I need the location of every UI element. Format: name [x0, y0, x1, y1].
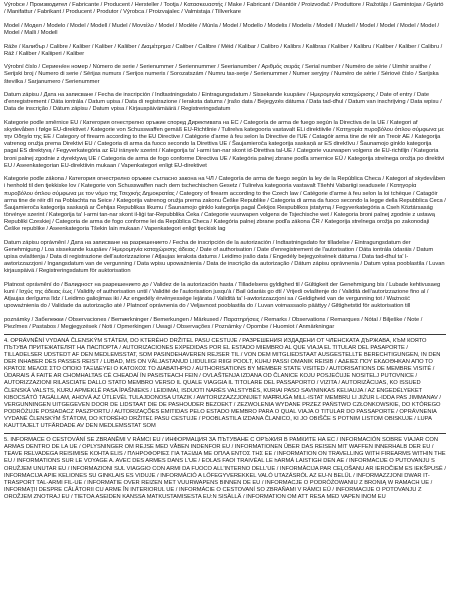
remarks-field: poznámky / Забележки / Observaciones / Bemærkninger / Bemerkungen / Märkused / Παρατηρήσεις / Remarks / Observations / Remarques / Nótaí / Bilješke / Note / Piezīmes / Pastabos / Megjegyzések / Noti / Opmerkingen / Uwagi / Observações / Poznámky / Opombe / Huomiot / Anmärkningar: [4, 316, 423, 330]
serial-number-field: Výrobní číslo / Сериен/ен номер / Número de serie / Serienummer / Seriennummer / Seerianumber / Αριθμός σειράς / Serial number / Numéro de série / Uimhir sraithe / Serijski broj / Numero di serie / Sērijas numurs / Serijos numeris / Sorozatszám / Numru tas-serje / Serienummer / Numer seryjny / Numéro de série / Sériové číslo / Sarijska številka / Sarjanumero / Serienummer: [4, 64, 439, 85]
authorisation-validity-field: Platnost oprávnění do / Валидност на разрешението до / Validez de la autorización hasta / Tilladelsens gyldighed til / Gültigkeit der Genehmigung bis / Lubade kehtivusaeg kuni / Ισχύς της άδειας έως / Validity of authorisation until / Validité de l'autorisation jusqu'à / Bail údaráis go dtí / Vrijedi ovlaštenje do / Validità dell'autorizzazione fino al / Atļaujas derīgums līdz / Leidimo galiojimas iki / Az engedély érvényessége lejárata / Validità ta' l-awtorizzazzjoni sa / Geldigheid van de vergunning tot / Ważność upoważnienia do / Validade da autorização até / Platnosť oprávnenia do / Veljavnost pooblastila do / Luvan voimassaolo päättyy / Giltighetstid för auktorisation till: [4, 281, 441, 310]
section-4-text: OPRÁVNĚNÍ VYDANÁ ČLENSKÝM STÁTEM, DO KTERÉHO DRŽITEL PASU CESTUJE / РАЗРЕШЕНИЯ ИЗДАДЕНИ ОТ ЧЛЕНСКАТА ДЪРЖАВА, КЪМ КОЯТО ПЪТУВА ПРИТЕЖАТЕЛЯТ НА ПАСПОРТА / AUTORIZACIONES EXPEDIDAS POR EL ESTADO MIEMBRO AL QUE VIAJA EL TITULAR DEL PASAPORTE / TILLADELSER UDSTEDT AF DEN MEDLEMSSTAT, SOM PASINDEHAVEREN REJSER TIL / VON DEM MITGLIEDSTAAT AUSGESTELLTE BERECHTIGUNGEN, IN DEN DER INHABER DES PASSES REIST / LUBAD, MIS ON VÄLJASTANUD LIIDULIIGI RIIGI POOLT, KUHU PASSI OMANIK REISIB / ΑΔΕΙΕΣ ΠΟΥ ΕΚΔΟΘΗΚΑΝ ΑΠΟ ΤΟ ΚΡΑΤΟΣ ΜΕΛΟΣ ΣΤΟ ΟΠΟΙΟ ΤΑΞΙΔΕΥΕΙ Ο ΚΑΤΟΧΟΣ ΤΟ ΔΙΑΒΑΤΗΡΙΟ / AUTHORISATIONS BY MEMBER STATE VISITED / AUTORISATIONS DE MEMBRE VISITÉ / ÚDARAIS Á FAITE AR CHOMHALTAS CÉ CHEADAÍ ÍN PASISTEACH FEIN / OVLAŠTENJA IZDANA OD ČLANICE KOJU POSJEĆUJE NOSITELJ PUTOVNICE / AUTORIZZAZIONI RILASCIATE DALLO STATO MEMBRO VERSO IL QUALE VIAGGIA IL TITOLARE DEL PASSAPORTO / VIZITA / AUTORIZĀCIJAS, KO ISSUED ČLENSKÁ VALSTS, KURU APMEKLĒ PASA ĪPAŠNIEKS / LEIDIMAI, ISDUOTI NARĖS VALSTYBĖS, KURIAI PASO SAVININKAS KELIAUJA / AZ ENGEDÉLYEKET KIBOCSÁTÓ TAGÁLLAM, AHOVÁ AZ ÚTLEVÉL TULAJDONOSA UTAZIK / AWTORIZZAZZJONIJIET MAĦRUĠA MILL-ISTAT MEMBRU LI JIŻUR L-IDDA PAS JIMMANAV / VERGUNNINGEN UITGEGEVEN DOOR DE LIDSTAAT DIE DE PASHOUDER BEZOEKT / ZEZWOLENIA WYDANE PRZEZ PAŃSTWO CZŁONKOWSKIE, DO KTÓREGO PODRÓŻUJE POSIADACZ PASZPORTU / AUTORIZAÇÕES EMITIDAS PELO ESTADO MEMBRO PARA O QUAL VIAJA O TITULAR DO PASSAPORTE / OPRÁVNENIA VYDANÉ ČLENSKÝM ŠTÁTOM, DO KTORÉHO DRŽITEĽ PASU CESTUJE / POOBLASTILA IZDANA ČLANICO, KI JO OBIŠČE S POTNIM LISTOM OBISKUJE / LUPA KAUTTAJELT UTFÄRDADE AV DEN MEDLEMSSTAT SOM: [4, 337, 441, 430]
section-5-travel-information: [4, 437, 446, 501]
section-4-authorisations: [4, 338, 446, 430]
section-4-number: 4.: [4, 337, 9, 344]
section-divider: [4, 334, 446, 335]
authorisation-date-field: Datum zápisu oprávnění / Дата на записване на разрешението / Fecha de inscripción de la autorización / Indtastningsdato for tilladelse / Eintragungsdatum der Genehmigung / Loa sissekande kuupäev / Ημερομηνία καταχώρισης άδειας / Date of authorisation / Date d'enregistrement de l'autorisation / Dáta iontrála údaráis / Datum upisa ovlaštenja / Data di registrazione dell'autorizzazione / Atļaujas ieraksta datums / Leidimo įrašo data / Engedély bejegyzésének dátuma / Data tad-dħul ta' l-awtorizzazzjoni / Ingangsdatum van de vergunning / Data wpisu upoważnienia / Data de inscrição da autorização / Dátum zápisu oprávnenia / Datum vpisa pooblastila / Luvan kirjauspäivä / Registreringsdatum för auktorisation: [4, 239, 445, 275]
manufacturer-field: Výrobce / Производител / Fabricante / Producent / Hersteller / Tootja / Κατασκευαστής / Make / Fabricant / Déantóir / Proizvođač / Produttore / Ražotājs / Gamintojas / Gyártó / Manifattur / Fabrikant / Producent / Produtor / Výrobca / Proizvajalec / Valmistaja / Tillverkare: [4, 2, 444, 16]
model-field: Model / Модел / Modelo / Model / Modell / Mudel / Μοντέλο / Model / Modèle / Múnla / Model / Modello / Modelis / Modelis / Modell / Mudell / Model / Model / Model / Model / Model / Malli / Modell: [4, 22, 440, 36]
date-of-entry-field: Datum zápisu / Дата на записване / Fecha de inscripción / Indtastningsdato / Eintragungsdatum / Sissekande kuupäev / Ημερομηνία καταχώρισης / Date of entry / Date d'enregistrement / Dáta iontrála / Datum upisa / Data di registrazione / Ieraksta datums / Įrašo data / Bejegyzés dátuma / Data tad-dħul / Datum van inschrijving / Data wpisu / Data de inscrição / Dátum zápisu / Datum vpisa / Kirjauspäivämäärä / Registreringsdatum: [4, 92, 442, 113]
section-5-number: 5.: [4, 437, 9, 444]
section-divider: [4, 433, 446, 434]
national-law-category-field: Kategorie podle zákona / Категория огнестрелно оръжие съгласно закона на ЧЛ / Categoría de arma de fuego según la ley de la República Checa / Kategori af skydevåben i henhold til den tjekkiske lov / Kategorie von Schusswaffen nach dem tschechischen Gesetz / Tulirelva kategooria vastavalt Tšehhi Vabariigi seadusele / Κατηγορία πυροβόλου όπλου σύμφωνα με τον νόμο της Τσεχικής Δημοκρατίας / Category of firearm according to the Czech law / Catégorie d'arme à feu selon la loi tchèque / Catagóir arma tine de réir dlí na Poblachta na Seice / Kategorija vatrenog oružja prema zakonu Češke Republike / Categoria di arma da fuoco secondo la legge della Repubblica Ceca / Šaujamieroča kategorija saskaņā ar Čehijas Republikas likumu / Šaunamojo ginklo kategorija pagal Čekijos Respublikos įstatymą / Fegyverkategória a Cseh Köztársaság törvénye szerint / Kategorija ta' l-armi tan-nar skont il-liġi tar-Repubblika Ċeka / Categorie vuurwapen volgens de Tsjechische wet / Kategoria broni palnej zgodnie z ustawą Republiki Czeskiej / Categoria de arma de fogo conforme lei da República Checa / Kategória palnej zbrane podľa zákona ČR / Kategorija strelnega orožja po zakonodaji Češke republike / Aseenkategoria Tšekin lain mukaan / Vapenkategori enligt tjeckisk lag: [4, 176, 446, 232]
eu-directive-category-field: Kategorie podle směrnice EU / Категория огнестрелно оръжие според Директивата на ЕС / Categoría de arma de fuego según la Directiva de la UE / Kategori af skydevåben i følge EU-direktivet / Kategorie von Schusswaffen gemäß EU-Richtlinie / Tulirelva kategooria vastavalt ELi direktiivile / Κατηγορία πυροβόλου όπλου σύμφωνα με την Οδηγία της ΕΕ / Category of firearm according to the EU Directive / Catégorie d'arme à feu selon la Directive de l'UE / Catagóir arma tine de réir an Treoir AE / Kategorija vatrenog oružja prema Direktivi EU / Categoria di arma da fuoco secondo la Direttiva UE / Šaujamieroča kategorija saskaņā ar ES direktīvu / Šaunamojo ginklo kategorija pagal ES direktyvą / Fegyverkategória az EU irányelv szerint / Kategorija ta' l-armi tan-nar skont id-Direttiva tal-UE / Categorie vuurwapen volgens de EU-richtlijn / Kategoria broni palnej zgodnie z dyrektywą UE / Categoria de arma de fogo conforme Directiva UE / Kategória palnej zbrane podľa smernice EÚ / Kategorija strelnega orožja po direktivi EU / Aseenkategorian EU-direktiivin mukaan / Vapenkategori enligt EU-direktivet: [4, 120, 445, 169]
section-5-text: INFORMACE O CESTOVÁNÍ SE ZBRANĚMI V RÁMCI EU / ИНФОРМАЦИЯ ЗА ПЪТУВАНЕ С ОРЪЖИЯ В РАМКИТЕ НА ЕС / INFORMACIÓN SOBRE VIAJAR CON ARMAS DENTRO DE LA UE / OPLYSNINGER OM REJSE MED VÅBEN INDENFOR EU / INFORMATIONEN ÜBER DAS REISEN MIT WAFFEN INNERHALB DER EU / TEAVE RELVADEGA REISIMISE KOHTA ELIS / ΠΛΗΡΟΦΟΡΙΕΣ ΓΙΑ ΤΑΞΙΔΙΑ ΜΕ ΟΠΛΑ ΕΝΤΟΣ ΤΗΣ ΕΕ / INFORMATION ON TRAVELLING WITH FIREARMS WITHIN THE EU / INFORMATIONS SUR LE VOYAGE A. AVEC DES ARMES DANS L'UE / EOLAS FAOI TRAIVÉAL LE hARMÁ LAISTIGH DEN AE / INFORMACIJE O PUTOVANJU S ORUŽJEM UNUTAR EU / INFORMAZIONI SUL VIAGGIO CON ARMI DA FUOCO ALL'INTERNO DELL'UE / INFORMĀCIJA PAR CEĻOŠANU AR IEROČIEM ES IEKŠPUSĒ / INFORMACIJA APIE KELIONES SU GINKLAIS ES VIDUJE / INFORMÁCIÓ A LŐFEGYVEREKKEL VALÓ UTAZÁSRÓL AZ EU-N BELÜL / INFORMAZZJONI DWAR IT-TRASPORT TAL-ARMI FIL-UE / INFORMATIE OVER REIZEN MET VUURWAPENS BINNEN DE EU / INFORMACJE O PODRÓŻOWANIU Z BRONIĄ W RAMACH UE / INFORMAŢII DESPRE CĂLĂTORII CU ARME ÎN INTERIORUL UE / INFORMÁCIE O CESTOVANÍ SO ZBRAŇAMI V RÁMCI EÚ / INFORMACIJE O POTOVANJU Z OROŽJEM ZNOTRAJ EU / TIETOA ASEIDEN KANSSA MATKUSTAMISESTA EU:N SISÄLLÄ / INFORMATION OM ATT RESA MED VAPEN INOM EU: [4, 437, 446, 500]
calibre-field: Ráže / Калибър / Calibre / Kaliber / Kaliber / Kaliiber / Διαμέτρημα / Caliber / Calibre / Méid / Kalibar / Calibro / Kalibrs / Kalibras / Kaliber / Kalibru / Kaliber / Kaliber / Calibru / Ráž / Kaliber / Kaliiperi / Kaliber: [4, 43, 443, 57]
